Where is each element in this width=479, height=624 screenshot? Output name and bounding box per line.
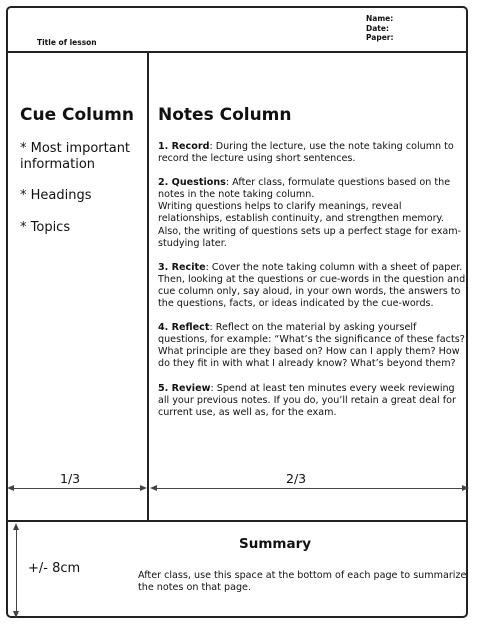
summary-title: Summary	[239, 536, 312, 552]
summary-divider	[6, 520, 468, 522]
cue-list	[20, 141, 142, 251]
arrow-down-icon	[13, 611, 19, 618]
note-reflect: 4. Reflect: Reflect on the material by asking yourself questions, for example: “What’s the significance of these facts? What principle are they based on? How can I apply them? How do they fit in with what I already know? What’s beyond them?	[158, 322, 465, 370]
note-review: 5. Review: Spend at least ten minutes every week reviewing all your previous notes. If you do, you’ll retain a great deal for current use, as well as, for the exam.	[158, 382, 456, 418]
arrow-left-icon	[150, 485, 157, 491]
arrow-right-icon	[462, 485, 469, 491]
column-divider	[147, 52, 149, 521]
note-recite: 3. Recite: Cover the note taking column with a sheet of paper. Then, looking at the questions or cue-words in the question and cue column only, say aloud, in your own words, the answers to the questions, facts, or ideas indicated by the cue-words.	[158, 261, 466, 310]
arrow-right-icon	[140, 485, 147, 491]
name-label: Name:	[366, 14, 394, 23]
cue-item: * Headings	[20, 188, 92, 203]
paper-label: Paper:	[366, 33, 394, 42]
summary-height-arrow	[16, 526, 17, 614]
note-questions: 2. Questions: After class, formulate questions based on the notes in the note taking column. Writing questions helps to clarify meanings, reveal relationships, establish continuity, and strengthen memory. Also, the writing of questions sets up a perfect stage for exam-studying later.	[158, 177, 462, 249]
notes-body	[158, 141, 466, 431]
meta-block	[366, 14, 394, 43]
summary-text: After class, use this space at the bottom of each page to summarize the notes on that page.	[138, 570, 467, 593]
arrow-up-icon	[13, 523, 19, 530]
arrow-left-icon	[7, 485, 14, 491]
notes-column-title: Notes Column	[158, 105, 292, 125]
cue-item: * Topics	[20, 219, 71, 235]
date-label: Date:	[366, 23, 389, 33]
title-of-lesson-label: Title of lesson	[37, 38, 97, 47]
cue-width-arrow	[10, 488, 143, 489]
cue-column-title: Cue Column	[20, 105, 134, 125]
cue-item: * Most important information	[20, 141, 131, 172]
summary-height-label: +/- 8cm	[28, 561, 81, 576]
note-record: 1. Record: During the lecture, use the note taking column to record the lecture using short sentences.	[158, 141, 454, 165]
notes-width-label: 2/3	[286, 471, 307, 486]
notes-width-arrow	[153, 488, 464, 489]
cue-width-label: 1/3	[60, 471, 81, 486]
header-divider	[6, 51, 468, 53]
